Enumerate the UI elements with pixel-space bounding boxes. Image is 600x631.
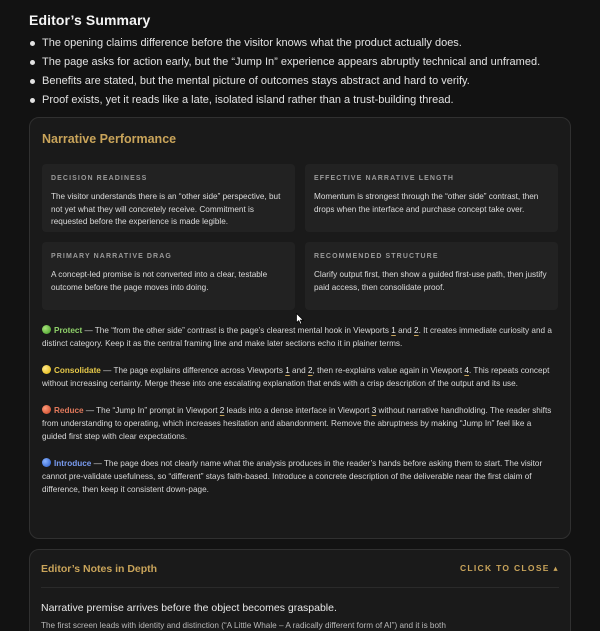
reduce-text: without narrative handholding. The reader shifts from understanding to operating, which increases hesitation and abandonment. Remove the abruptness by making “Jump In” feel like a guided first step with clear expectations. xyxy=(42,406,552,441)
mouse-cursor-icon xyxy=(296,313,304,325)
reduce-text: leads into a dense interface in Viewport xyxy=(224,406,372,415)
viewport-link[interactable]: 1 xyxy=(391,326,396,335)
viewport-link[interactable]: 1 xyxy=(285,366,290,375)
summary-item: The opening claims difference before the visitor knows what the product actually does. xyxy=(29,37,571,50)
protect-text: — The “from the other side” contrast is the page’s clearest mental hook in Viewports xyxy=(82,326,392,335)
tile-body: Momentum is strongest through the “other side” contrast, then drops when the interface and purchase concept take over. xyxy=(314,192,539,214)
tile-body: Clarify output first, then show a guided first-use path, then justify paid access, then consolidate proof. xyxy=(314,270,547,292)
tile-title: DECISION READINESS xyxy=(51,175,148,182)
tile-title: EFFECTIVE NARRATIVE LENGTH xyxy=(314,175,455,182)
green-circle-icon xyxy=(42,325,51,334)
viewport-link[interactable]: 2 xyxy=(219,406,225,415)
introduce-paragraph xyxy=(42,457,558,496)
protect-label: Protect xyxy=(54,326,83,335)
notes-title: Editor’s Notes in Depth xyxy=(41,562,158,575)
consolidate-paragraph xyxy=(42,364,558,390)
reduce-text: — The “Jump In” prompt in Viewport xyxy=(83,406,220,415)
yellow-circle-icon xyxy=(42,365,51,374)
consolidate-text: , then re-explains value again in Viewport xyxy=(312,366,465,375)
summary-title: Editor’s Summary xyxy=(29,12,151,28)
viewport-link[interactable]: 2 xyxy=(414,326,419,335)
reduce-label: Reduce xyxy=(54,406,84,415)
summary-item: Benefits are stated, but the mental picture of outcomes stays abstract and hard to verify. xyxy=(29,75,571,88)
recommended-structure-tile xyxy=(305,242,558,310)
narrative-performance-title: Narrative Performance xyxy=(42,132,177,146)
red-circle-icon xyxy=(42,405,51,414)
tile-body: The visitor understands there is an “other side” perspective, but not yet what they will concretely receive. Commitment is requested before the experience is made legible. xyxy=(51,192,281,226)
notes-body xyxy=(41,588,559,631)
summary-list xyxy=(29,37,571,107)
primary-narrative-drag-tile xyxy=(42,242,295,310)
viewport-link[interactable]: 3 xyxy=(371,406,377,415)
tile-title: RECOMMENDED STRUCTURE xyxy=(314,253,439,260)
tile-title: PRIMARY NARRATIVE DRAG xyxy=(51,253,172,260)
notes-header[interactable] xyxy=(41,550,559,588)
reduce-paragraph xyxy=(42,404,558,443)
consolidate-label: Consolidate xyxy=(54,366,101,375)
viewport-link[interactable]: 2 xyxy=(307,366,313,375)
protect-text: . It creates immediate curiosity and a distinct category. Keep it as the central framing line and make later sections echo it in plainer terms. xyxy=(42,326,552,348)
effective-narrative-length-tile xyxy=(305,164,558,232)
protect-paragraph xyxy=(42,324,558,350)
consolidate-text: — The page explains difference across Viewports xyxy=(100,366,286,375)
tile-body: A concept-led promise is not converted into a clear, testable outcome before the page moves into doing. xyxy=(51,270,268,292)
click-to-close-button[interactable]: CLICK TO CLOSE ▴ xyxy=(459,563,559,573)
notes-lead: Narrative premise arrives before the object becomes graspable. xyxy=(41,602,337,614)
summary-item: The page asks for action early, but the “Jump In” experience appears abruptly technical and unframed. xyxy=(29,56,571,69)
consolidate-text: . This repeats concept without increasing certainty. Merge these into one escalating explanation that ends with a crisp description of the output and its use. xyxy=(42,366,550,388)
introduce-label: Introduce xyxy=(54,459,92,468)
narrative-performance-card xyxy=(29,117,571,539)
decision-readiness-tile xyxy=(42,164,295,232)
protect-text: and xyxy=(395,326,415,335)
introduce-text: — The page does not clearly name what the analysis produces in the reader’s hands before asking them to start. The visitor cannot pre-validate usefulness, so “different” stays faith-based. Introduce a concrete description of the deliverable near the first claim of difference, then keep it consistent down-page. xyxy=(42,459,543,494)
metrics-grid xyxy=(42,164,558,310)
editors-notes-card xyxy=(29,549,571,631)
consolidate-text: and xyxy=(289,366,308,375)
blue-circle-icon xyxy=(42,458,51,467)
summary-item: Proof exists, yet it reads like a late, isolated island rather than a trust-building thread. xyxy=(29,94,571,107)
notes-text: The first screen leads with identity and distinction (“A Little Whale – A radically different form of AI”) and it is both xyxy=(41,621,446,630)
viewport-link[interactable]: 4 xyxy=(464,366,469,375)
